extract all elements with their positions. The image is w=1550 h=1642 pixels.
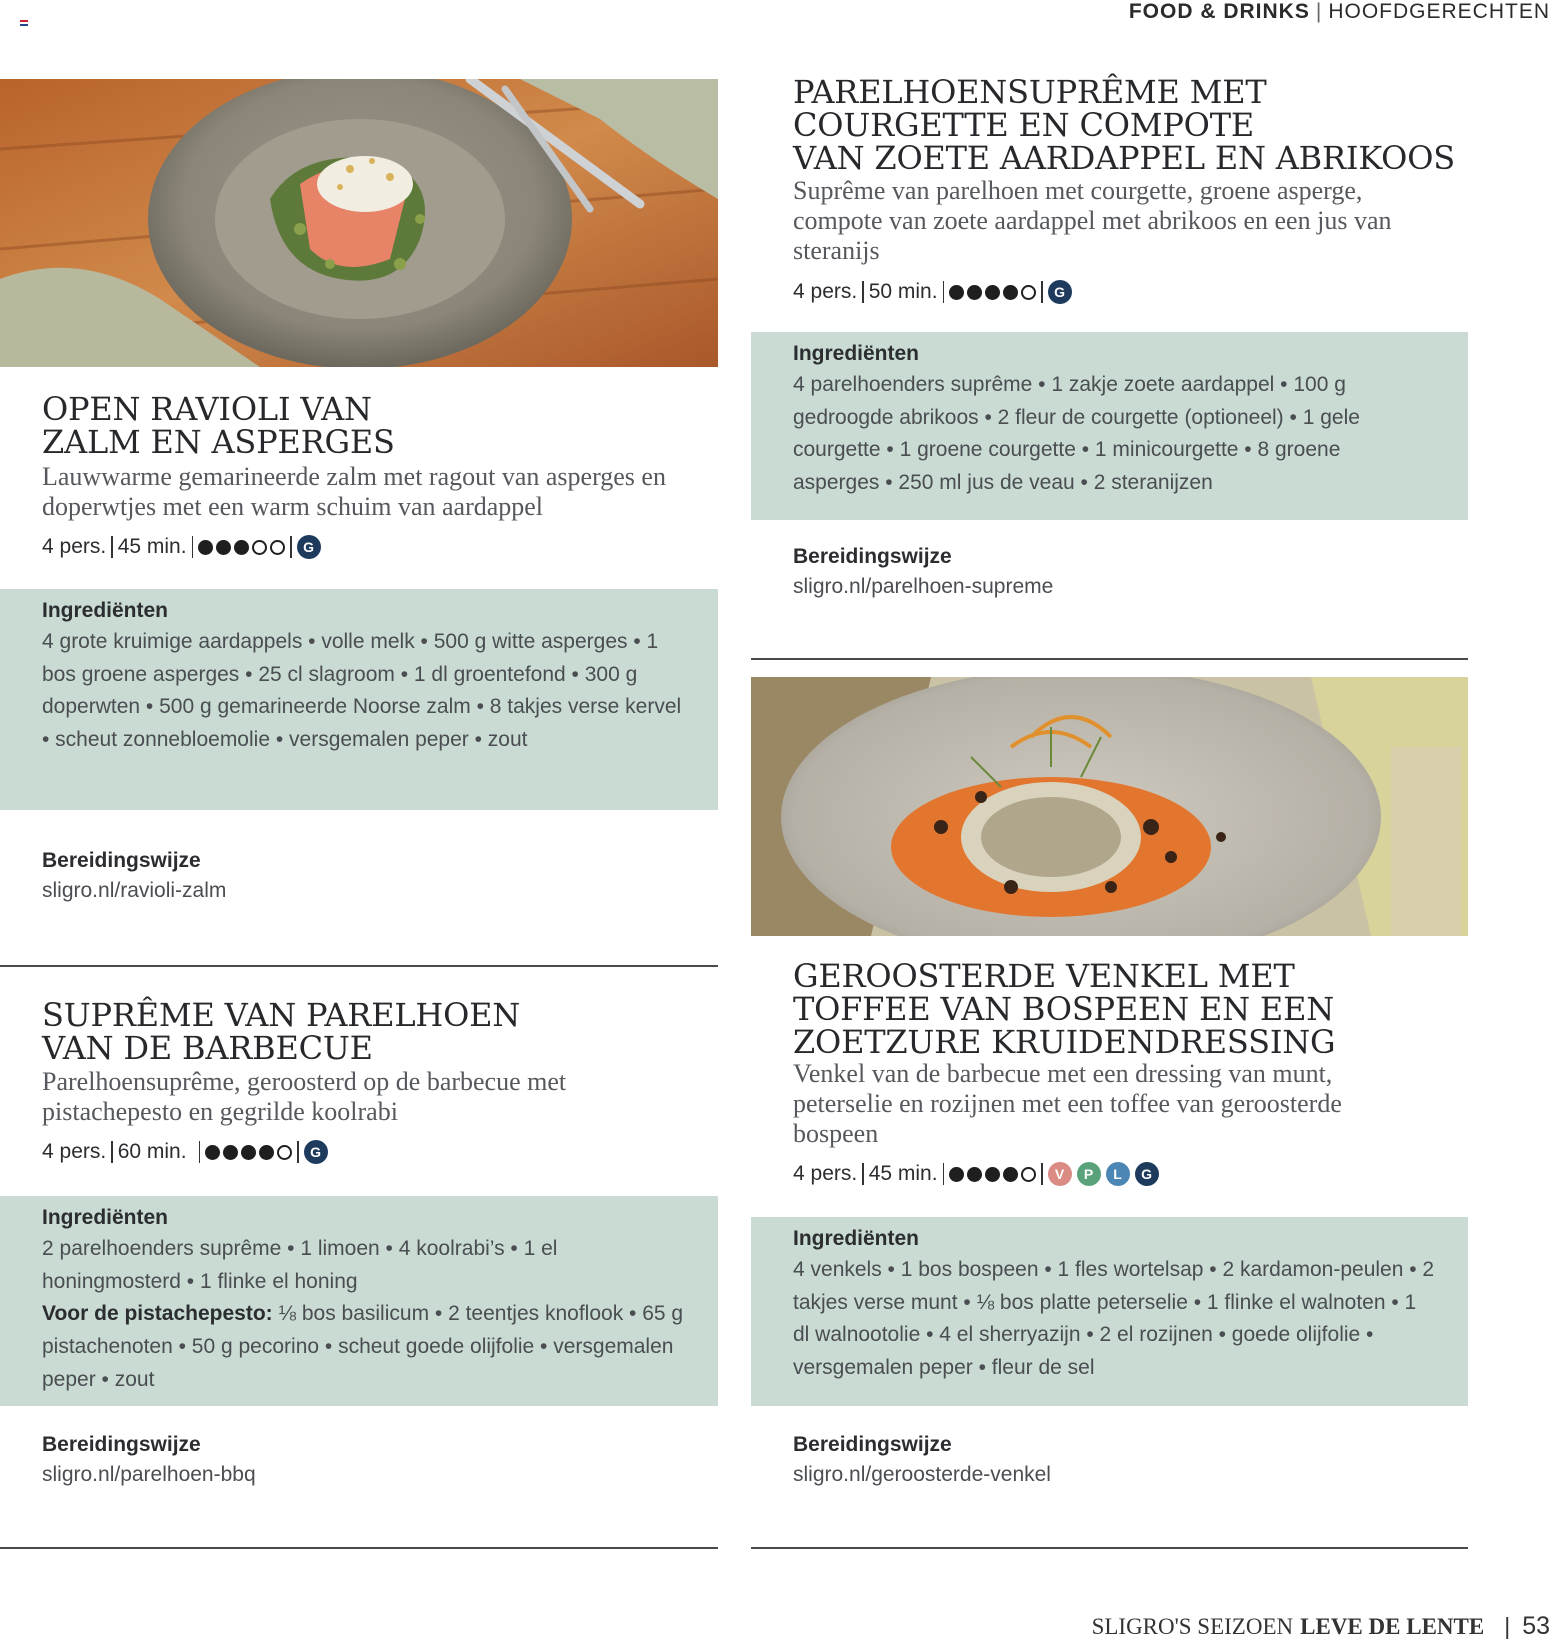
diet-badges <box>304 1140 328 1164</box>
preparation-link[interactable]: sligro.nl/geroosterde-venkel <box>793 1463 1051 1486</box>
prep-time: 45 min. <box>868 1162 938 1185</box>
difficulty-dot-filled-icon <box>198 540 213 555</box>
header-separator: | <box>1315 0 1323 23</box>
recipe-meta-venkel <box>793 1162 1159 1186</box>
recipe-subtitle-parelhoen-bbq: Parelhoensuprême, geroosterd op de barbecue met pistachepesto en gegrilde koolrabi <box>42 1067 567 1126</box>
difficulty-dot-empty-icon <box>1021 1167 1036 1182</box>
persons: 4 pers. <box>793 1162 858 1185</box>
difficulty-dot-filled-icon <box>949 1167 964 1182</box>
diet-badge-g-icon: G <box>297 535 321 559</box>
page-footer <box>1092 1612 1550 1641</box>
divider <box>0 965 718 967</box>
ingredients-heading: Ingrediënten <box>42 599 169 622</box>
preparation-parelhoen-supreme <box>793 545 1053 599</box>
prep-time: 45 min. <box>117 535 187 558</box>
preparation-ravioli <box>42 849 226 903</box>
difficulty-dot-filled-icon <box>259 1145 274 1160</box>
title-line: PARELHOENSUPRÊME MET <box>793 73 1267 111</box>
persons: 4 pers. <box>42 1140 107 1163</box>
preparation-venkel <box>793 1433 1051 1487</box>
difficulty-rating <box>949 285 1036 300</box>
title-line: ZOETZURE KRUIDENDRESSING <box>793 1023 1336 1061</box>
page-header <box>1129 0 1550 24</box>
difficulty-dot-empty-icon <box>270 540 285 555</box>
title-line: TOFFEE VAN BOSPEEN EN EEN <box>793 990 1335 1028</box>
ingredients-panel-ravioli <box>0 589 718 810</box>
persons: 4 pers. <box>42 535 107 558</box>
difficulty-dot-filled-icon <box>223 1145 238 1160</box>
preparation-heading: Bereidingswijze <box>793 545 952 568</box>
title-line: COURGETTE EN COMPOTE <box>793 106 1255 144</box>
ingredients-heading: Ingrediënten <box>793 342 920 365</box>
header-subsection: HOOFDGERECHTEN <box>1328 0 1550 23</box>
preparation-link[interactable]: sligro.nl/parelhoen-bbq <box>42 1463 256 1486</box>
difficulty-dot-filled-icon <box>241 1145 256 1160</box>
diet-badge-g-icon: G <box>1135 1162 1159 1186</box>
ingredients-panel-parelhoen-supreme <box>751 332 1468 520</box>
diet-badge-l-icon: L <box>1106 1162 1130 1186</box>
header-section: FOOD & DRINKS <box>1128 0 1310 23</box>
recipe-subtitle-venkel: Venkel van de barbecue met een dressing van munt, peterselie en rozijnen met een toffee van geroosterde bospeen <box>793 1059 1342 1148</box>
divider <box>0 1547 718 1549</box>
ingredients-panel-venkel <box>751 1217 1468 1406</box>
diet-badge-g-icon: G <box>304 1140 328 1164</box>
preparation-heading: Bereidingswijze <box>42 849 201 872</box>
recipe-meta-parelhoen-bbq <box>42 1140 328 1164</box>
difficulty-dot-filled-icon <box>967 1167 982 1182</box>
difficulty-dot-filled-icon <box>985 1167 1000 1182</box>
title-line: ZALM EN ASPERGES <box>42 423 395 461</box>
title-line: OPEN RAVIOLI VAN <box>42 390 372 428</box>
difficulty-dot-empty-icon <box>252 540 267 555</box>
ingredients-list: 4 venkels • 1 bos bospeen • 1 fles wortelsap • 2 kardamon-peulen • 2 takjes verse munt • ⅛ bos platte peterselie • 1 flinke el walnoten • 1 dl walnootolie • 4 el sherryazijn • 2 el rozijnen • goede olijfolie • versgemalen peper • fleur de sel <box>793 1258 1435 1380</box>
diet-badge-p-icon: P <box>1077 1162 1101 1186</box>
difficulty-dot-filled-icon <box>216 540 231 555</box>
ingredients-list: 4 parelhoenders suprême • 1 zakje zoete aardappel • 100 g gedroogde abrikoos • 2 fleur de courgette (optioneel) • 1 gele courgette • 1 groene courgette • 1 minicourgette • 8 groene asperges • 250 ml jus de veau • 2 steranijzen <box>793 373 1360 495</box>
diet-badge-v-icon: V <box>1048 1162 1072 1186</box>
diet-badge-g-icon: G <box>1048 280 1072 304</box>
difficulty-dot-filled-icon <box>1003 285 1018 300</box>
difficulty-dot-filled-icon <box>985 285 1000 300</box>
difficulty-dot-filled-icon <box>205 1145 220 1160</box>
ingredients-sub-list: ⅛ bos basilicum • 2 teentjes knoflook • 65 g pistachenoten • 50 g pecorino • scheut goede olijfolie • versgemalen peper • zout <box>42 1302 684 1391</box>
ingredients-sub-label: Voor de pistachepesto: <box>42 1302 273 1326</box>
title-line: GEROOSTERDE VENKEL MET <box>793 957 1295 995</box>
difficulty-dot-empty-icon <box>277 1145 292 1160</box>
preparation-heading: Bereidingswijze <box>793 1433 952 1456</box>
divider <box>751 658 1468 660</box>
recipe-meta-parelhoen-supreme <box>793 280 1072 304</box>
difficulty-rating <box>205 1145 292 1160</box>
difficulty-dot-filled-icon <box>1003 1167 1018 1182</box>
preparation-parelhoen-bbq <box>42 1433 256 1487</box>
title-line: SUPRÊME VAN PARELHOEN <box>42 996 521 1034</box>
footer-publication: SLIGRO'S SEIZOEN <box>1091 1613 1294 1639</box>
title-line: VAN DE BARBECUE <box>42 1029 373 1067</box>
difficulty-dot-filled-icon <box>234 540 249 555</box>
footer-separator: | <box>1504 1613 1511 1639</box>
diet-badges <box>297 535 321 559</box>
footer-edition: LEVE DE LENTE <box>1300 1613 1485 1639</box>
recipe-subtitle-parelhoen-supreme: Suprême van parelhoen met courgette, groene asperge, compote van zoete aardappel met abrikoos en een jus van steranijs <box>793 176 1392 265</box>
prep-time: 60 min. <box>117 1140 187 1163</box>
difficulty-rating <box>198 540 285 555</box>
ingredients-list: 4 grote kruimige aardappels • volle melk • 500 g witte asperges • 1 bos groene asperges • 25 cl slagroom • 1 dl groentefond • 300 g doperwten • 500 g gemarineerde Noorse zalm • 8 takjes verse kervel • scheut zonnebloemolie • versgemalen peper • zout <box>42 630 682 752</box>
recipe-subtitle-ravioli: Lauwwarme gemarineerde zalm met ragout van asperges en doperwtjes met een warm schuim van aardappel <box>42 462 666 521</box>
preparation-link[interactable]: sligro.nl/parelhoen-supreme <box>793 575 1054 598</box>
title-line: VAN ZOETE AARDAPPEL EN ABRIKOOS <box>793 139 1455 177</box>
divider <box>751 1547 1468 1549</box>
corner-flag-icon <box>20 20 28 26</box>
difficulty-dot-filled-icon <box>949 285 964 300</box>
persons: 4 pers. <box>793 280 858 303</box>
ingredients-heading: Ingrediënten <box>42 1206 169 1229</box>
recipe-photo-ravioli <box>0 79 718 367</box>
preparation-heading: Bereidingswijze <box>42 1433 201 1456</box>
ingredients-heading: Ingrediënten <box>793 1227 920 1250</box>
ingredients-panel-parelhoen-bbq <box>0 1196 718 1406</box>
preparation-link[interactable]: sligro.nl/ravioli-zalm <box>42 879 227 902</box>
diet-badges <box>1048 1162 1159 1186</box>
ingredients-list: 2 parelhoenders suprême • 1 limoen • 4 koolrabi’s • 1 el honingmosterd • 1 flinke el honing <box>42 1237 558 1293</box>
recipe-meta-ravioli <box>42 535 321 559</box>
diet-badges <box>1048 280 1072 304</box>
page-number: 53 <box>1522 1612 1550 1640</box>
prep-time: 50 min. <box>868 280 938 303</box>
difficulty-dot-empty-icon <box>1021 285 1036 300</box>
difficulty-rating <box>949 1167 1036 1182</box>
recipe-title-venkel <box>793 957 1336 1061</box>
recipe-title-parelhoen-supreme <box>793 73 1455 177</box>
recipe-title-ravioli <box>42 390 395 461</box>
recipe-photo-venkel <box>751 677 1468 936</box>
recipe-title-parelhoen-bbq <box>42 996 521 1067</box>
difficulty-dot-filled-icon <box>967 285 982 300</box>
